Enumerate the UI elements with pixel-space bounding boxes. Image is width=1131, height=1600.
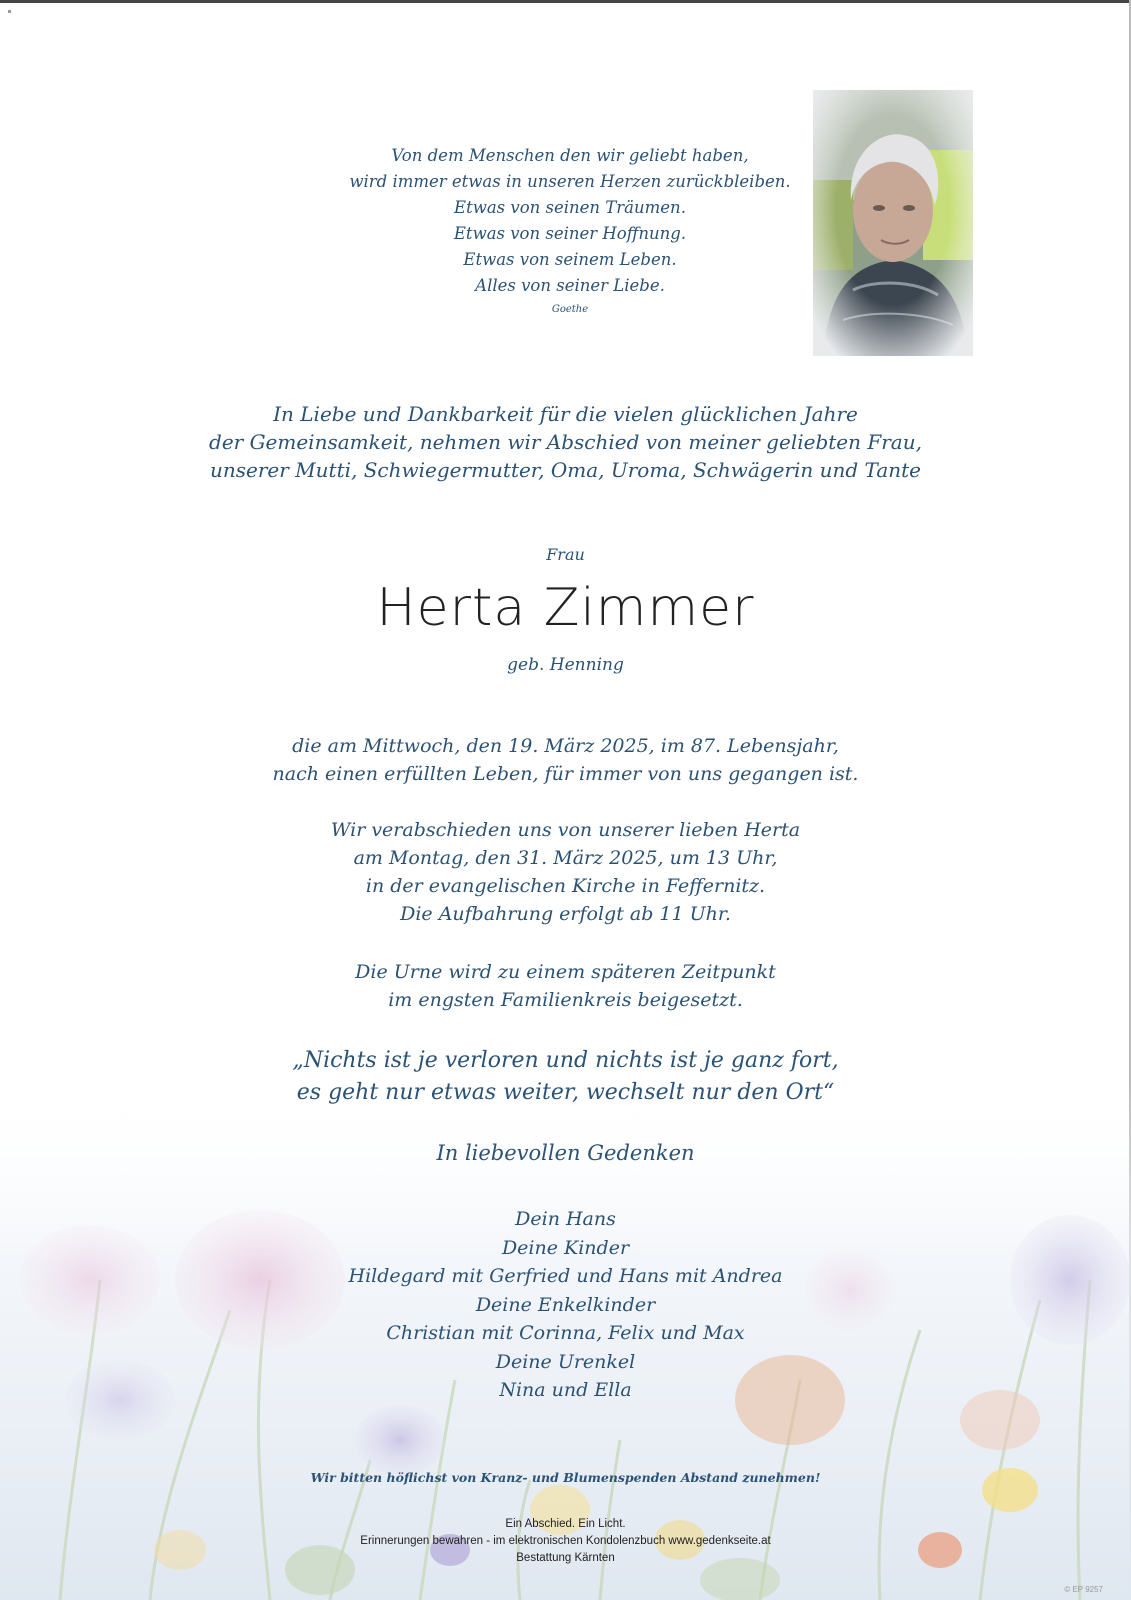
print-code: © EP 9257 (1064, 1585, 1103, 1594)
salutation: Frau (546, 545, 585, 564)
quote-line: Von dem Menschen den wir geliebt haben, (391, 146, 749, 165)
memorial-verse (0, 1045, 1131, 1109)
death-notice (0, 732, 1131, 788)
memory-heading: In liebevollen Gedenken (436, 1141, 695, 1165)
quote-author: Goethe (551, 304, 589, 315)
footer (0, 1516, 1131, 1567)
scan-edge-top (0, 0, 1131, 3)
birth-name: geb. Henning (507, 655, 624, 675)
verse-line: „Nichts ist je verloren und nichts ist je ganz fort, (292, 1048, 839, 1073)
mourner-line: Christian mit Corinna, Felix und Max (386, 1322, 745, 1344)
mourner-line: Hildegard mit Gerfried und Hans mit Andrea (348, 1265, 783, 1287)
mourner-line: Deine Enkelkinder (475, 1293, 656, 1316)
intro-text (0, 400, 1131, 484)
urn-notice (0, 958, 1131, 1014)
mourner-line: Deine Kinder (501, 1236, 630, 1259)
footer-line: Erinnerungen bewahren - im elektronischen Kondolenzbuch www.gedenkseite.at (360, 1535, 771, 1547)
quote-line: Etwas von seiner Hoffnung. (453, 224, 687, 243)
mourner-line: Deine Urenkel (495, 1350, 636, 1373)
verse-line: es geht nur etwas weiter, wechselt nur den Ort“ (296, 1080, 835, 1105)
death-line: die am Mittwoch, den 19. März 2025, im 87. Lebensjahr, (292, 735, 839, 757)
scan-mark (8, 10, 11, 13)
quote-line: Etwas von seinen Träumen. (454, 198, 686, 217)
goethe-quote (300, 143, 840, 321)
intro-line: In Liebe und Dankbarkeit für die vielen glücklichen Jahre (273, 402, 858, 426)
quote-line: Alles von seiner Liebe. (475, 276, 665, 295)
footer-line: Bestattung Kärnten (516, 1552, 615, 1564)
intro-line: unserer Mutti, Schwiegermutter, Oma, Uroma, Schwägerin und Tante (210, 458, 921, 482)
service-line: am Montag, den 31. März 2025, um 13 Uhr, (353, 847, 778, 869)
portrait-photo (813, 90, 973, 356)
deceased-name: Herta Zimmer (376, 578, 755, 638)
death-line: nach einen erfüllten Leben, für immer von uns gegangen ist. (272, 763, 859, 785)
service-line: in der evangelischen Kirche in Feffernitz. (365, 875, 766, 897)
mourner-line: Dein Hans (515, 1208, 616, 1230)
urn-line: Die Urne wird zu einem späteren Zeitpunkt (355, 961, 776, 983)
donation-request: Wir bitten höflichst von Kranz- und Blumenspenden Abstand zunehmen! (310, 1470, 821, 1485)
service-line: Wir verabschieden uns von unserer lieben Herta (330, 819, 801, 841)
service-details (0, 816, 1131, 928)
mourner-line: Nina und Ella (499, 1379, 632, 1401)
quote-line: wird immer etwas in unseren Herzen zurückbleiben. (349, 172, 791, 191)
service-line: Die Aufbahrung erfolgt ab 11 Uhr. (400, 903, 731, 925)
intro-line: der Gemeinsamkeit, nehmen wir Abschied von meiner geliebten Frau, (209, 430, 922, 454)
urn-line: im engsten Familienkreis beigesetzt. (388, 989, 743, 1011)
footer-line: Ein Abschied. Ein Licht. (505, 1518, 626, 1530)
quote-line: Etwas von seinem Leben. (463, 250, 677, 269)
mourners-list (0, 1205, 1131, 1405)
